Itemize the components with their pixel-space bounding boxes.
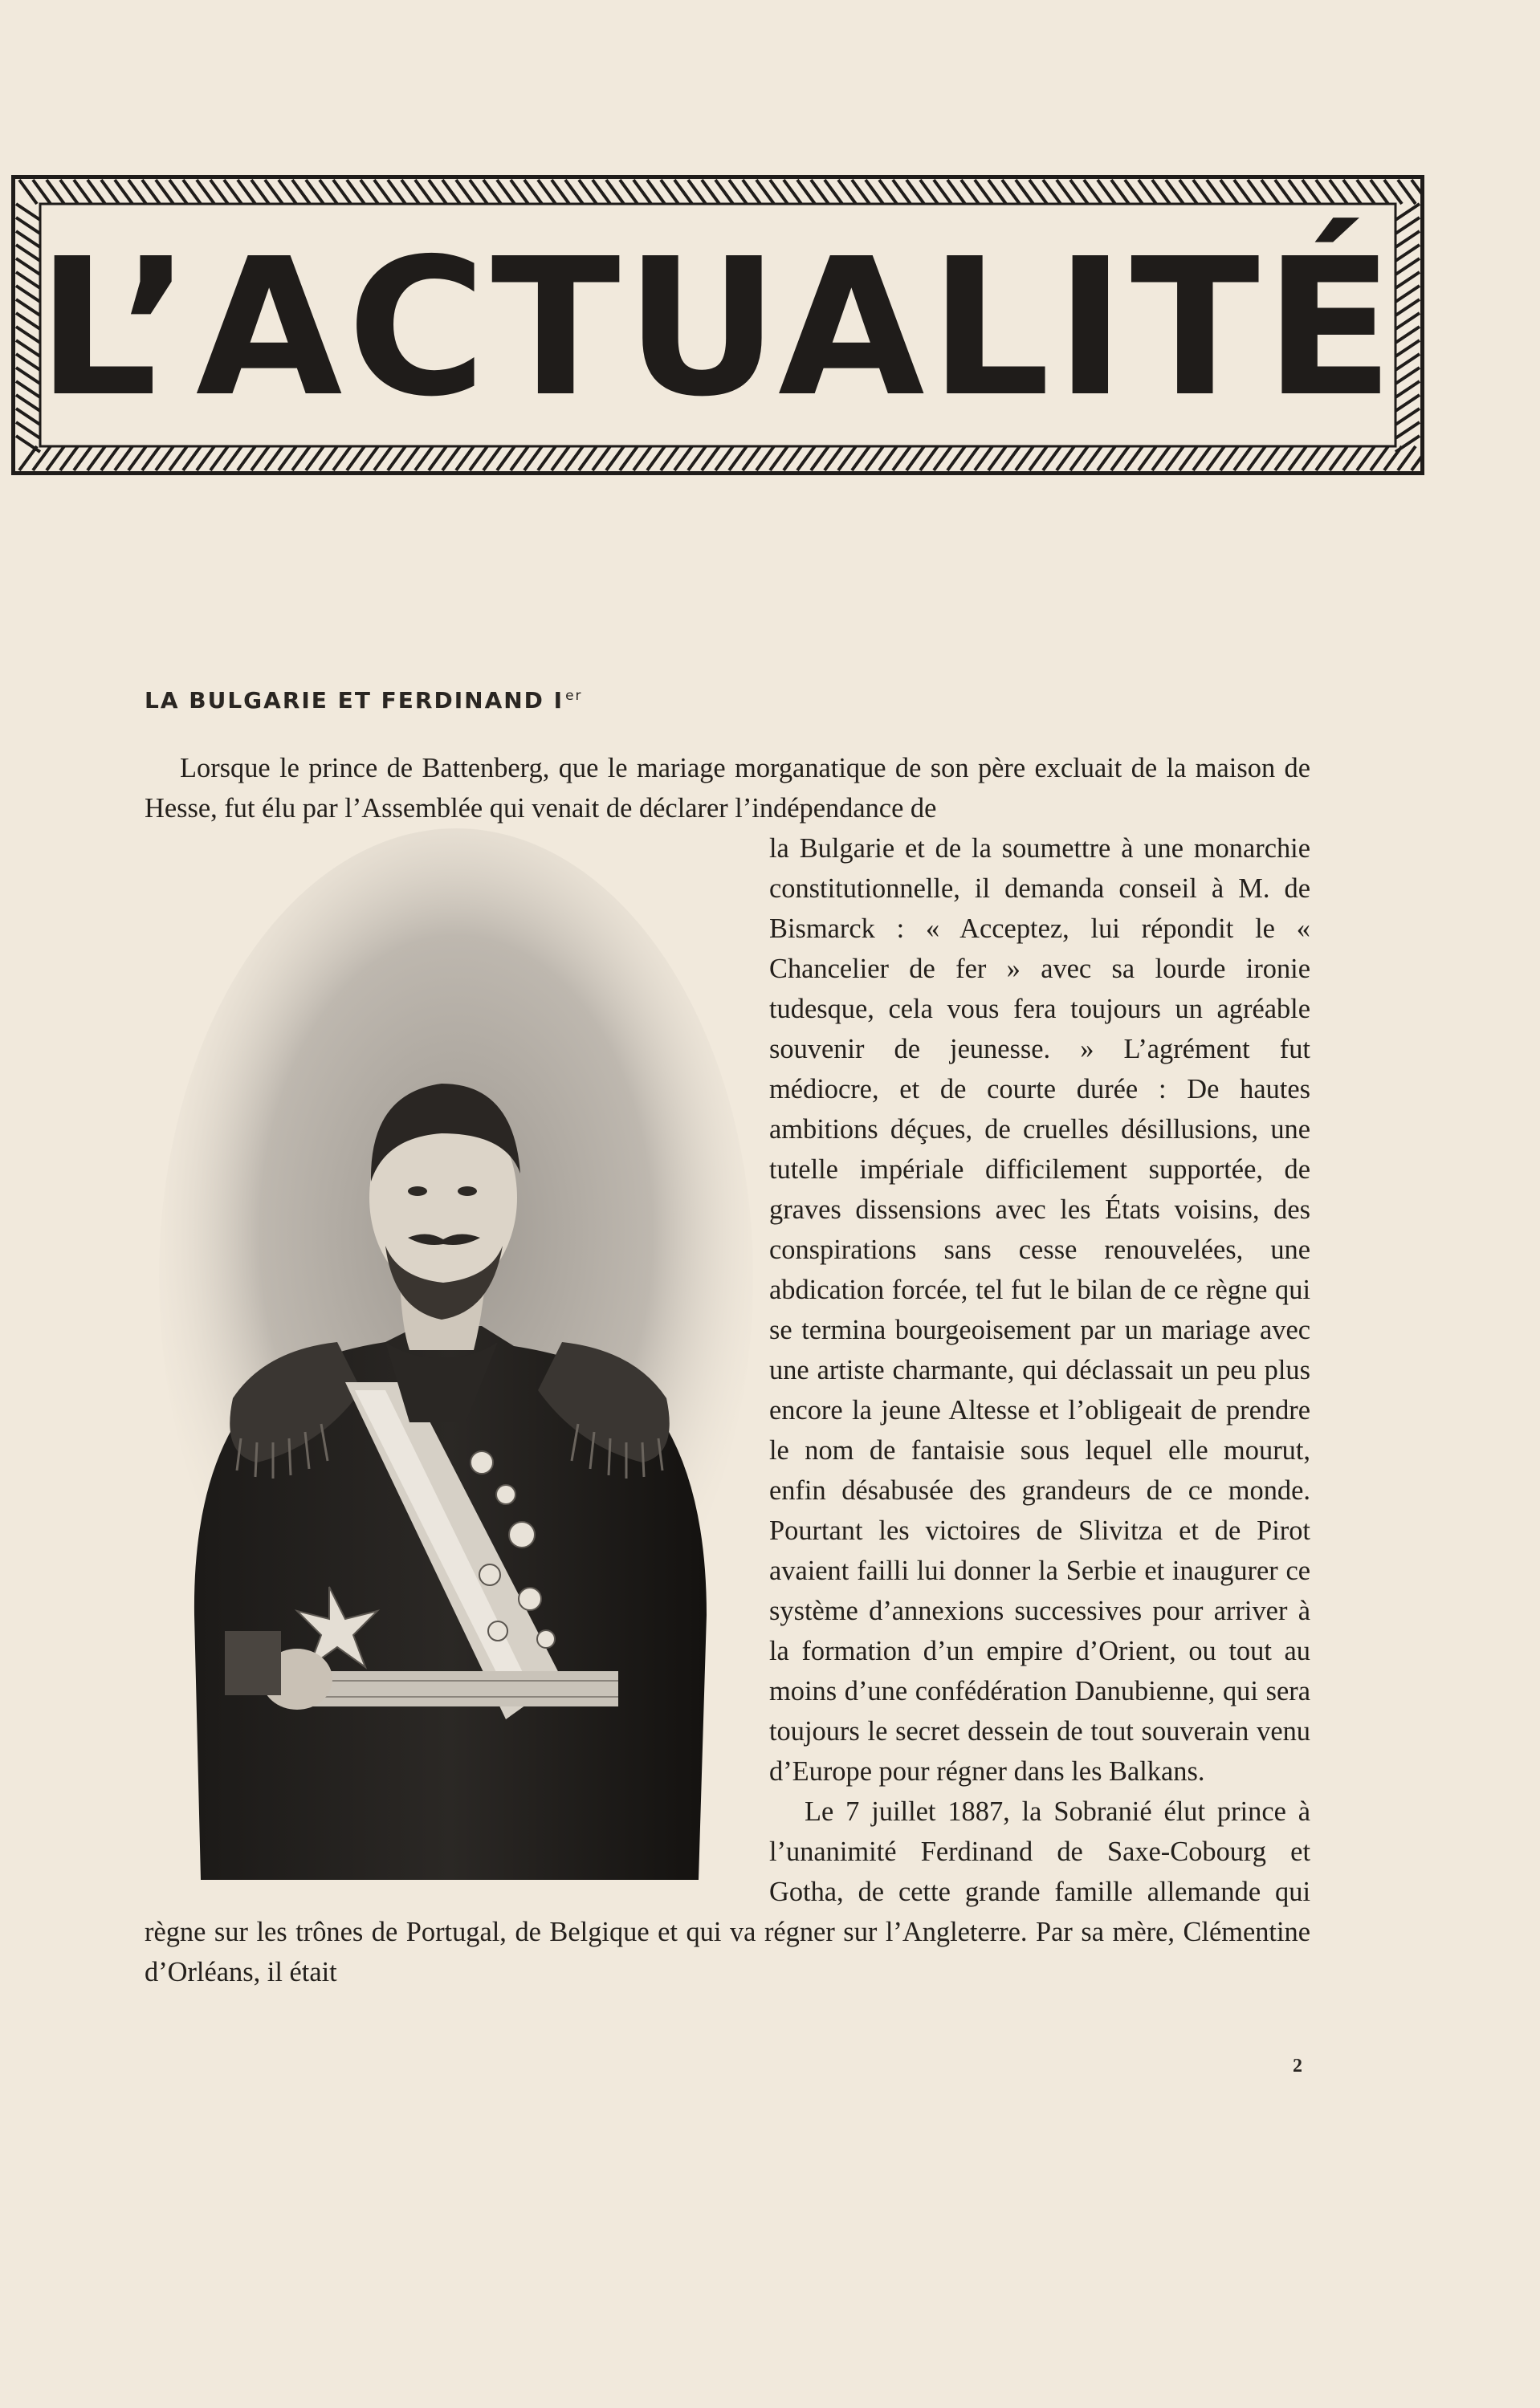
portrait-figure — [145, 828, 755, 1886]
paragraph-1-lead-text: Lorsque le prince de Battenberg, que le mariage morganatique de son père excluait de la maison de Hesse, fut élu par l’Assemblée qui venait de déclarer l’indépendance de — [145, 753, 1310, 824]
page-number: 2 — [1293, 2056, 1302, 2076]
paragraph-2-text: Le 7 juillet 1887, la Sobranié élut prince à l’unanimité Ferdinand de Saxe-Cobourg et Gotha, de cette grande famille allemande qui règne sur les trônes de Portugal, de Belgique et qui va régner sur l’Angleterre. Par sa mère, Clémentine d’Orléans, il était — [145, 1796, 1310, 1987]
masthead-title: L’ACTUALITÉ — [37, 218, 1399, 438]
article-body — [145, 748, 1310, 1992]
paragraph-1-rest-text: la Bulgarie et de la soumettre à une monarchie constitutionnelle, il demanda conseil à M. de Bismarck : « Acceptez, lui répondit le « Chancelier de fer » avec sa lourde ironie tudesque, cela vous fera toujours un agréable souvenir de jeunesse. » L’agrément fut médiocre, et de courte durée : De hautes ambitions déçues, de cruelles désillusions, une tutelle impériale difficilement supportée, de graves dissensions avec les États voisins, des conspirations sans cesse renouvelées, une abdication forcée, tel fut le bilan de ce règne qui se termina bourgeoisement par un mariage avec une artiste charmante, qui déclassait un peu plus encore la jeune Altesse et l’obligeait de prendre le nom de fantaisie sous lequel elle mourut, enfin désabusée des grandeurs de ce monde. Pourtant les victoires de Slivitza et de Pirot avaient failli lui donner la Serbie et inaugurer ce système d’annexions successives pour arriver à la formation d’un empire d’Orient, ou tout au moins d’une confédération Danubienne, qui sera toujours le secret dessein de tout souverain venu d’Europe pour régner dans les Balkans. — [769, 833, 1310, 1787]
masthead-banner — [11, 175, 1424, 475]
section-heading-superscript: er — [565, 688, 583, 704]
paragraph-1-lead — [145, 748, 1310, 828]
section-heading-text: LA BULGARIE ET FERDINAND I — [145, 687, 564, 714]
portrait-engraving — [145, 828, 755, 1886]
section-heading — [145, 687, 583, 714]
